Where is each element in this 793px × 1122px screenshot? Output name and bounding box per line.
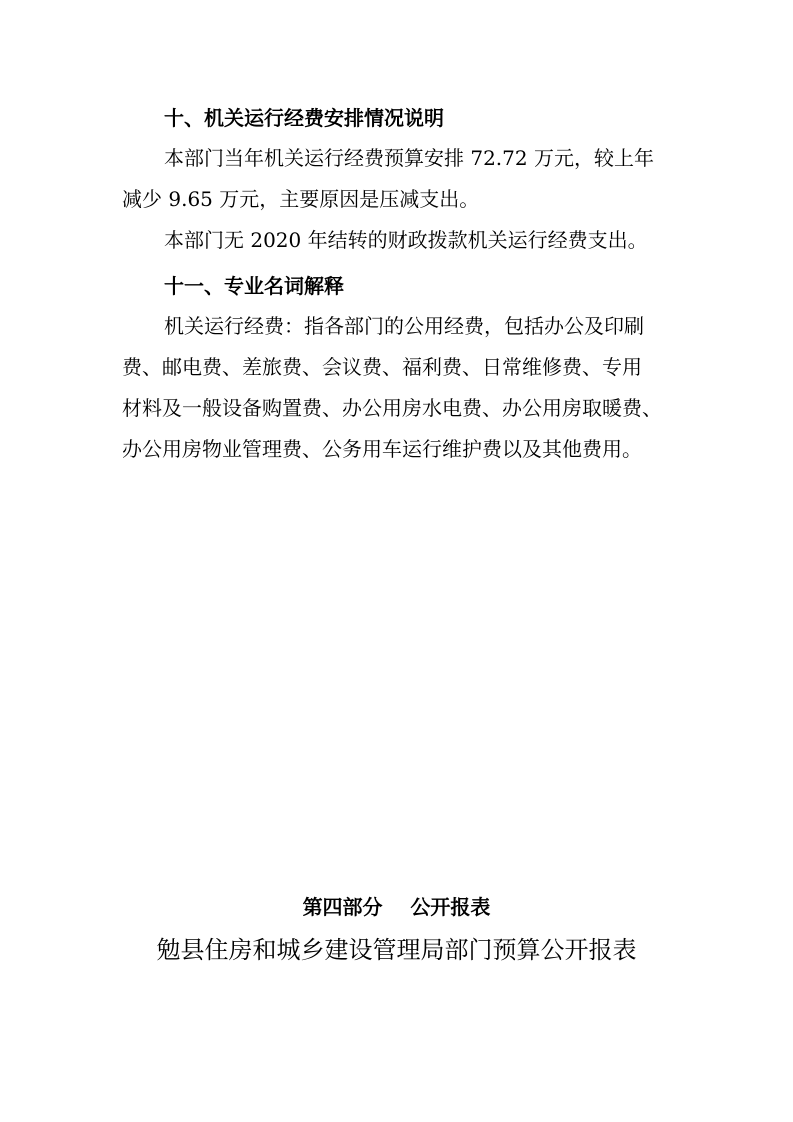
paragraph-line: 本部门无 2020 年结转的财政拨款机关运行经费支出。 [164, 228, 648, 252]
section-glossary [122, 266, 682, 470]
paragraph-line: 材料及一般设备购置费、办公用房水电费、办公用房取暖费、 [122, 396, 662, 420]
paragraph-line: 机关运行经费：指各部门的公用经费，包括办公及印刷 [164, 314, 644, 338]
section-heading: 十、机关运行经费安排情况说明 [164, 106, 444, 130]
paragraph-line: 减少 9.65 万元，主要原因是压减支出。 [122, 187, 480, 211]
paragraph-line: 办公用房物业管理费、公务用车运行维护费以及其他费用。 [122, 437, 642, 461]
report-title: 勉县住房和城乡建设管理局部门预算公开报表 [156, 936, 637, 964]
paragraph-line: 费、邮电费、差旅费、会议费、福利费、日常维修费、专用 [122, 355, 642, 379]
section-operating-expenses [122, 98, 682, 261]
section-heading: 十一、专业名词解释 [164, 274, 344, 298]
paragraph-line: 本部门当年机关运行经费预算安排 72.72 万元，较上年 [164, 146, 654, 170]
part-title: 第四部分 公开报表 [302, 895, 491, 919]
